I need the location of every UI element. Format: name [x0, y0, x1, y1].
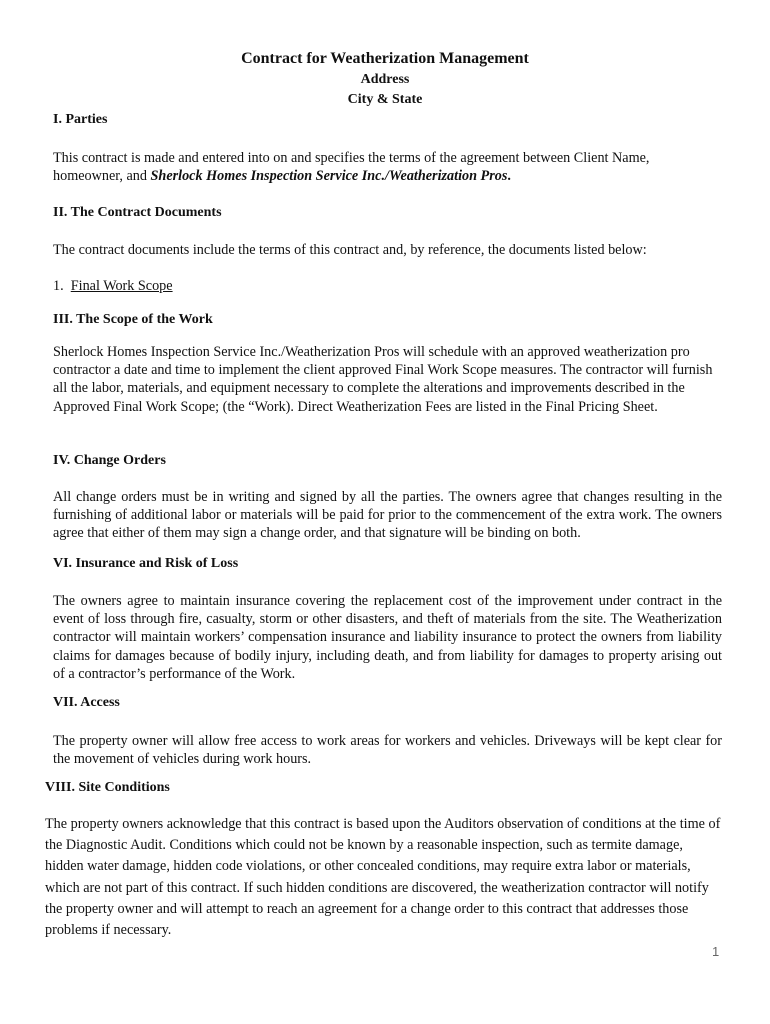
parties-text: This contract is made and entered into on and specifies the terms of the agreement between Client Name, homeowner, and	[53, 150, 650, 185]
section-heading-site-conditions: VIII. Site Conditions	[45, 780, 170, 795]
city-state-line: City & State	[347, 92, 423, 107]
change-orders-paragraph: All change orders must be in writing and signed by all the parties. The owners agree that changes resulting in the furnishing of additional labor or materials will be paid for prior to the commencement of the extra work. The owners agree that either of them may sign a change order, and that signature will be binding on both.	[53, 489, 722, 542]
address-line: Address	[360, 72, 410, 87]
section-heading-change-orders: IV. Change Orders	[53, 453, 166, 468]
section-heading-documents: II. The Contract Documents	[53, 205, 222, 220]
scope-paragraph: Sherlock Homes Inspection Service Inc./Weatherization Pros will schedule with an approved weatherization pro contractor a date and time to implement the client approved Final Work Scope measures. The contractor will furnish all the labor, materials, and equipment necessary to complete the alterations and improvements described in the Approved Final Work Scope; (the “Work). Direct Weatherization Fees are listed in the Final Pricing Sheet.	[53, 344, 713, 415]
insurance-paragraph: The owners agree to maintain insurance covering the replacement cost of the improvement under contract in the event of loss through fire, casualty, storm or other disasters, and theft of materials from the site. The Weatherization contractor will maintain workers’ compensation insurance and liability insurance to protect the owners from liability claims for damages because of bodily injury, including death, and from liability for damages to property arising out of a contractor’s performance of the Work.	[53, 593, 722, 682]
documents-paragraph: The contract documents include the terms of this contract and, by reference, the documents listed below:	[53, 242, 647, 258]
final-work-scope-link[interactable]: Final Work Scope	[70, 278, 173, 294]
section-heading-parties: I. Parties	[53, 112, 108, 127]
section-heading-scope: III. The Scope of the Work	[53, 312, 213, 327]
site-conditions-paragraph: The property owners acknowledge that this contract is based upon the Auditors observation of conditions at the time of the Diagnostic Audit. Conditions which could not be known by a reasonable inspection, such as termite damage, hidden water damage, hidden code violations, or other concealed conditions, may require extra labor or materials, which are not part of this contract. If such hidden conditions are discovered, the weatherization contractor will notify the property owner and will attempt to reach an agreement for a change order to this contract that addresses those problems if necessary.	[45, 816, 721, 939]
access-paragraph: The property owner will allow free access to work areas for workers and vehicles. Driveways will be kept clear for the movement of vehicles during work hours.	[53, 733, 722, 768]
company-name: Sherlock Homes Inspection Service Inc./Weatherization Pros	[150, 168, 508, 185]
parties-paragraph	[53, 149, 722, 185]
section-heading-access: VII. Access	[53, 695, 120, 710]
document-title: Contract for Weatherization Management	[241, 50, 529, 67]
document-list-item	[53, 277, 722, 295]
parties-end: .	[507, 168, 511, 185]
section-heading-insurance: VI. Insurance and Risk of Loss	[53, 556, 239, 571]
list-number: 1.	[53, 278, 64, 294]
page-number: 1	[712, 944, 720, 959]
